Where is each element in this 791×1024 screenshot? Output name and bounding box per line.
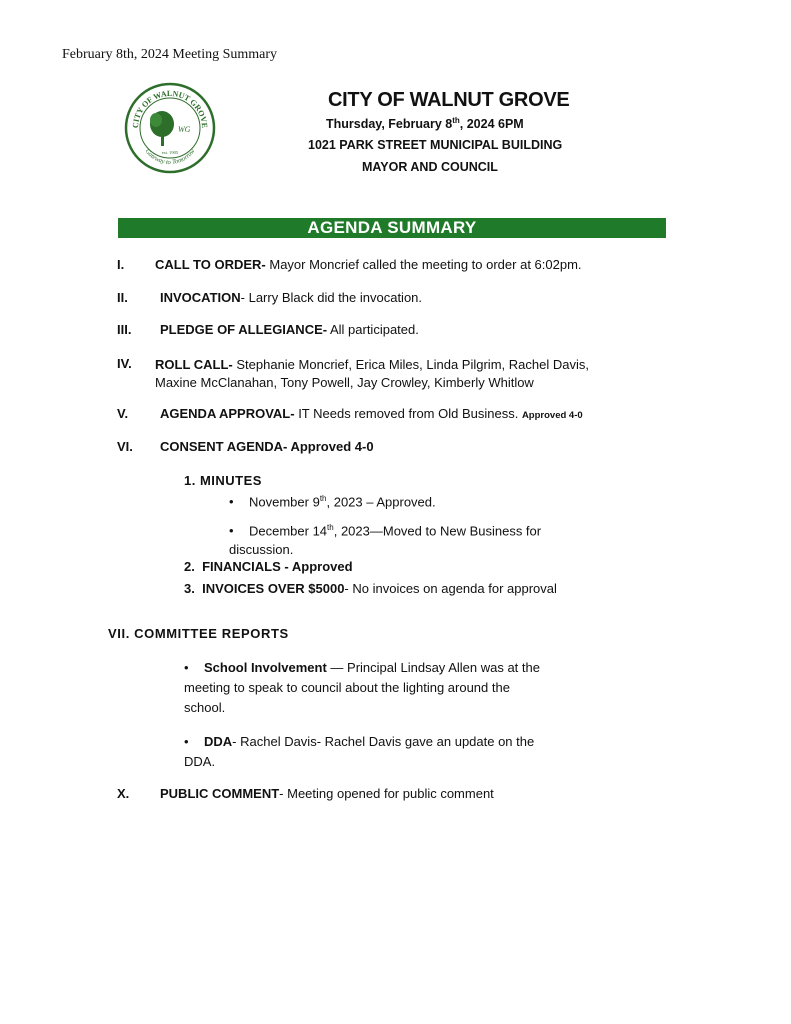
- school-involvement-report: • School Involvement — Principal Lindsay Allen was at the meeting to speak to council about the lighting around the school.: [184, 660, 540, 715]
- seal-center-text: WG: [178, 125, 191, 134]
- item-consent-agenda: CONSENT AGENDA- Approved 4-0: [160, 439, 374, 454]
- item-number: I.: [117, 257, 125, 272]
- agenda-summary-banner: AGENDA SUMMARY: [118, 218, 666, 238]
- seal-est-text: est. 1905: [161, 150, 179, 155]
- city-seal-logo: [124, 82, 216, 174]
- minutes-november: • November 9th, 2023 – Approved.: [229, 494, 436, 510]
- item-invocation: INVOCATION- Larry Black did the invocation.: [160, 290, 423, 305]
- meeting-address: 1021 PARK STREET MUNICIPAL BUILDING: [308, 138, 563, 152]
- minutes-december: • December 14th, 2023—Moved to New Business for discussion.: [229, 523, 542, 558]
- item-roll-call: ROLL CALL- Stephanie Moncrief, Erica Miles, Linda Pilgrim, Rachel Davis, Maxine McClanahan, Tony Powell, Jay Crowley, Kimberly Whitlow: [155, 357, 589, 390]
- item-pledge: PLEDGE OF ALLEGIANCE- All participated.: [160, 322, 419, 337]
- committee-reports-heading: VII. COMMITTEE REPORTS: [108, 626, 289, 641]
- item-number: VI.: [117, 439, 133, 454]
- governing-body: MAYOR AND COUNCIL: [362, 160, 498, 174]
- item-agenda-approval: AGENDA APPROVAL- IT Needs removed from Old Business. Approved 4-0: [160, 406, 583, 421]
- item-number: III.: [117, 322, 132, 337]
- minutes-heading: 1. MINUTES: [184, 473, 262, 488]
- item-number: V.: [117, 406, 129, 421]
- item-number: II.: [117, 290, 128, 305]
- item-public-comment: PUBLIC COMMENT- Meeting opened for public comment: [160, 786, 494, 801]
- seal-bottom-text: Gateway to Tomorrow: [143, 147, 197, 167]
- invoices-item: 3. INVOICES OVER $5000- No invoices on agenda for approval: [184, 581, 557, 596]
- item-call-to-order: CALL TO ORDER- Mayor Moncrief called the meeting to order at 6:02pm.: [155, 257, 582, 272]
- city-title: CITY OF WALNUT GROVE: [328, 89, 570, 111]
- meeting-date: Thursday, February 8th, 2024 6PM: [326, 116, 524, 132]
- seal-top-text: CITY OF WALNUT GROVE: [130, 88, 210, 129]
- item-number: IV.: [117, 356, 132, 371]
- meeting-summary-header: February 8th, 2024 Meeting Summary: [62, 47, 278, 62]
- financials-item: 2. FINANCIALS - Approved: [184, 559, 353, 574]
- dda-report: • DDA- Rachel Davis- Rachel Davis gave an update on the DDA.: [184, 734, 535, 769]
- item-number: X.: [117, 786, 130, 801]
